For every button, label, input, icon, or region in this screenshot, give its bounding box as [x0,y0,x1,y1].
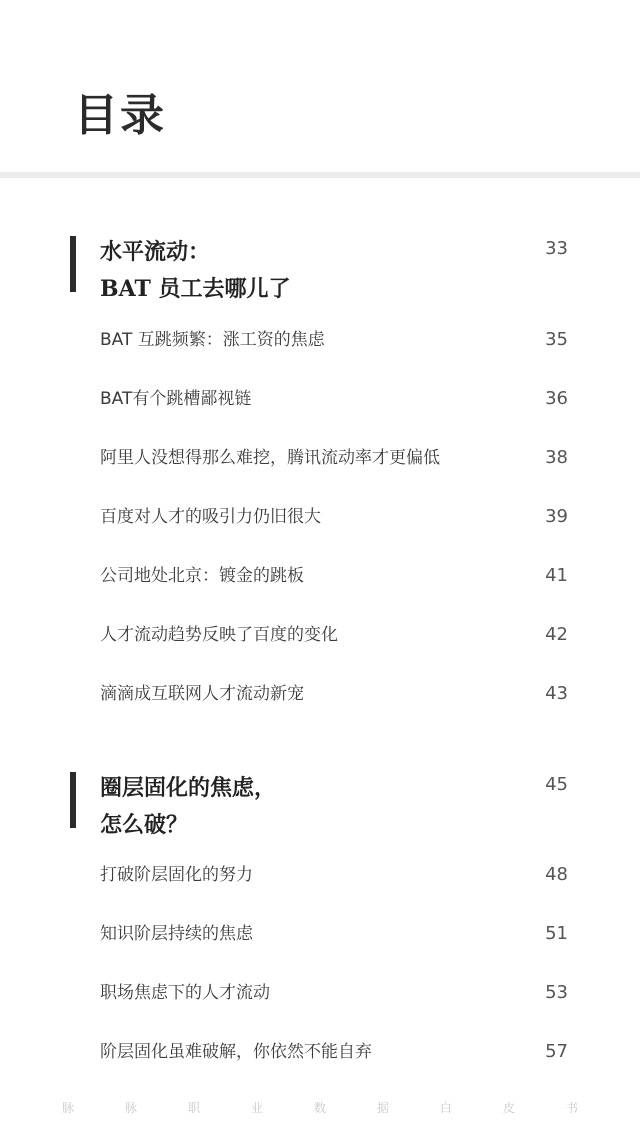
toc-entry[interactable] [100,502,570,532]
toc-entry-title: BAT 互跳频繁：涨工资的焦虑 [100,330,325,350]
toc-entry-title: 阿里人没想得那么难挖，腾讯流动率才更偏低 [100,448,440,468]
toc-entry-title: 人才流动趋势反映了百度的变化 [100,625,338,645]
footer-char: 职 [187,1101,200,1115]
toc-entry-title: 打破阶层固化的努力 [100,865,253,885]
toc-entry-page: 39 [545,506,568,527]
toc-entry[interactable] [100,1037,570,1067]
section-heading-2[interactable] [70,770,610,840]
toc-entry-title: 百度对人才的吸引力仍旧很大 [100,507,321,527]
section-marker-bar [70,236,76,292]
toc-entry-title: 阶层固化虽难破解，你依然不能自弃 [100,1042,372,1062]
footer-char: 业 [250,1101,263,1115]
toc-entry[interactable] [100,679,570,709]
section-title [100,770,500,844]
toc-entry-title: 滴滴成互联网人才流动新宠 [100,684,304,704]
header-divider [0,172,640,178]
footer-char: 书 [565,1101,578,1115]
toc-entry-page: 43 [545,683,568,704]
toc-entry-title: 职场焦虑下的人才流动 [100,983,270,1003]
footer-char: 脉 [124,1101,137,1115]
toc-entry-page: 48 [545,864,568,885]
toc-entry[interactable] [100,620,570,650]
header [0,0,640,172]
toc-entry-page: 53 [545,982,568,1003]
section-title-line-2: BAT 员工去哪儿了 [100,276,291,302]
section-title [100,234,500,308]
toc-entry-page: 51 [545,923,568,944]
section-title-line-2: 怎么破？ [100,812,189,838]
section-title-line-1: 圈层固化的焦虑， [100,775,277,801]
toc-entry[interactable] [100,325,570,355]
footer-char: 脉 [62,1101,75,1115]
toc-entry-page: 42 [545,624,568,645]
toc-entry-page: 35 [545,329,568,350]
section-page-number: 45 [545,774,568,795]
section-page-number: 33 [545,238,568,259]
footer-char: 白 [439,1101,452,1115]
toc-entry[interactable] [100,919,570,949]
toc-entry[interactable] [100,561,570,591]
toc-entry-title: 知识阶层持续的焦虑 [100,924,253,944]
toc-entry-page: 57 [545,1041,568,1062]
toc-entry[interactable] [100,384,570,414]
toc-entry-title: 公司地处北京：镀金的跳板 [100,566,304,586]
section-heading-1[interactable] [70,234,610,304]
toc-entry-page: 38 [545,447,568,468]
toc-entry[interactable] [100,443,570,473]
toc-entry-page: 41 [545,565,568,586]
toc-entry[interactable] [100,860,570,890]
section-marker-bar [70,772,76,828]
footer-char: 皮 [502,1101,515,1115]
footer-char: 据 [376,1101,389,1115]
toc-entry-page: 36 [545,388,568,409]
toc-entry[interactable] [100,978,570,1008]
toc-entry-title: BAT有个跳槽鄙视链 [100,389,252,409]
section-title-line-1: 水平流动： [100,239,211,265]
footer-watermark [62,1096,578,1120]
footer-char: 数 [313,1101,326,1115]
page-title: 目录 [74,90,166,141]
